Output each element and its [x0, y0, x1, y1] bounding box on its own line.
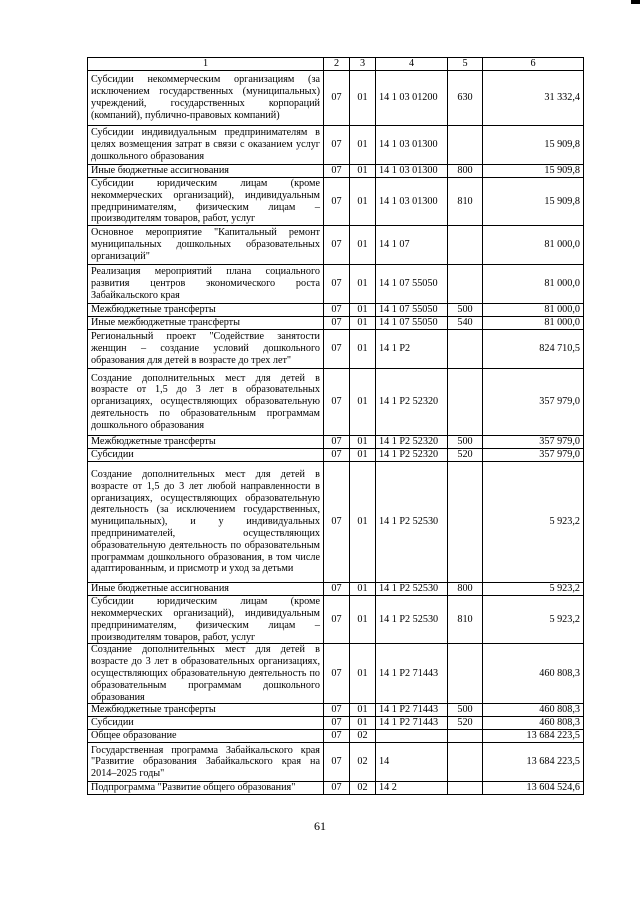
row-target-code: 14 2: [376, 782, 448, 795]
row-expense-type: 800: [448, 583, 483, 596]
row-amount: 15 909,8: [483, 126, 584, 165]
row-section: 07: [324, 304, 350, 317]
row-expense-type: [448, 743, 483, 782]
col-header-amount: 6: [483, 58, 584, 71]
table-row: [88, 644, 584, 704]
row-name: Межбюджетные трансферты: [88, 304, 324, 317]
row-expense-type: [448, 126, 483, 165]
row-amount: 357 979,0: [483, 369, 584, 436]
row-section: 07: [324, 178, 350, 226]
row-name: Создание дополнительных мест для детей в возрасте от 1,5 до 3 лет любой направленности в организациях, осуществляющих образовательную деятельность (за исключением государственных, муниципальных), и у индивидуальных предпринимателей, осуществляющих образовательную деятельность по образовательным программам дошкольного образования, в том числе адаптированным, и присмотр и уход за детьми: [88, 462, 324, 583]
row-name: Межбюджетные трансферты: [88, 704, 324, 717]
table-row: [88, 449, 584, 462]
row-name: Иные межбюджетные трансферты: [88, 317, 324, 330]
row-subsection: 02: [350, 782, 376, 795]
col-header-expense-type: 5: [448, 58, 483, 71]
row-amount: 357 979,0: [483, 449, 584, 462]
row-amount: 13 604 524,6: [483, 782, 584, 795]
row-amount: 31 332,4: [483, 71, 584, 126]
row-subsection: 01: [350, 644, 376, 704]
row-section: 07: [324, 436, 350, 449]
row-expense-type: [448, 265, 483, 304]
table-row: [88, 71, 584, 126]
col-header-target-code: 4: [376, 58, 448, 71]
row-target-code: 14 1 03 01300: [376, 178, 448, 226]
row-target-code: 14 1 P2 52530: [376, 583, 448, 596]
row-subsection: 01: [350, 596, 376, 644]
row-subsection: 01: [350, 330, 376, 369]
row-section: 07: [324, 717, 350, 730]
row-section: 07: [324, 644, 350, 704]
row-amount: 81 000,0: [483, 226, 584, 265]
row-amount: 81 000,0: [483, 265, 584, 304]
row-section: 07: [324, 226, 350, 265]
row-target-code: 14 1 07 55050: [376, 304, 448, 317]
row-target-code: 14 1 03 01300: [376, 126, 448, 165]
row-target-code: 14 1 03 01200: [376, 71, 448, 126]
row-amount: 5 923,2: [483, 462, 584, 583]
row-amount: 81 000,0: [483, 304, 584, 317]
row-target-code: 14 1 07 55050: [376, 265, 448, 304]
table-body: [88, 71, 584, 795]
row-subsection: 01: [350, 317, 376, 330]
row-expense-type: 500: [448, 436, 483, 449]
table-row: [88, 782, 584, 795]
row-section: 07: [324, 782, 350, 795]
row-target-code: 14: [376, 743, 448, 782]
row-expense-type: 800: [448, 165, 483, 178]
row-expense-type: [448, 462, 483, 583]
row-amount: 13 684 223,5: [483, 730, 584, 743]
row-amount: 81 000,0: [483, 317, 584, 330]
table-row: [88, 583, 584, 596]
row-name: Подпрограмма "Развитие общего образования": [88, 782, 324, 795]
row-expense-type: 520: [448, 449, 483, 462]
row-name: Субсидии юридическим лицам (кроме некоммерческих организаций), индивидуальным предпринимателям, физическим лицам – производителям товаров, работ, услуг: [88, 596, 324, 644]
row-target-code: 14 1 P2 71443: [376, 644, 448, 704]
row-subsection: 01: [350, 436, 376, 449]
row-subsection: 01: [350, 462, 376, 583]
row-amount: 460 808,3: [483, 644, 584, 704]
row-expense-type: [448, 730, 483, 743]
row-expense-type: 630: [448, 71, 483, 126]
table-row: [88, 304, 584, 317]
row-target-code: 14 1 P2 52320: [376, 449, 448, 462]
row-subsection: 01: [350, 304, 376, 317]
row-name: Межбюджетные трансферты: [88, 436, 324, 449]
row-section: 07: [324, 265, 350, 304]
row-amount: 5 923,2: [483, 583, 584, 596]
table-row: [88, 704, 584, 717]
row-name: Создание дополнительных мест для детей в возрасте до 3 лет в образовательных организациях, осуществляющих образовательную деятельность по образовательным программам дошкольного образования: [88, 644, 324, 704]
col-header-name: 1: [88, 58, 324, 71]
row-section: 07: [324, 730, 350, 743]
scan-corner-mark: [631, 0, 640, 4]
row-target-code: 14 1 03 01300: [376, 165, 448, 178]
row-target-code: [376, 730, 448, 743]
row-name: Субсидии: [88, 449, 324, 462]
row-target-code: 14 1 P2 71443: [376, 717, 448, 730]
table-row: [88, 265, 584, 304]
row-subsection: 01: [350, 583, 376, 596]
row-subsection: 01: [350, 369, 376, 436]
row-target-code: 14 1 P2 52530: [376, 596, 448, 644]
row-name: Государственная программа Забайкальского края "Развитие образования Забайкальского края на 2014–2025 годы": [88, 743, 324, 782]
row-expense-type: [448, 330, 483, 369]
row-expense-type: 500: [448, 704, 483, 717]
row-section: 07: [324, 583, 350, 596]
row-expense-type: 520: [448, 717, 483, 730]
table-row: [88, 730, 584, 743]
row-subsection: 02: [350, 730, 376, 743]
row-subsection: 01: [350, 449, 376, 462]
page-number: 61: [314, 819, 326, 833]
row-expense-type: [448, 226, 483, 265]
budget-table: [87, 57, 584, 795]
row-target-code: 14 1 07: [376, 226, 448, 265]
table-row: [88, 330, 584, 369]
table-row: [88, 436, 584, 449]
row-name: Общее образование: [88, 730, 324, 743]
row-subsection: 01: [350, 717, 376, 730]
row-amount: 824 710,5: [483, 330, 584, 369]
row-section: 07: [324, 165, 350, 178]
row-section: 07: [324, 596, 350, 644]
table-row: [88, 226, 584, 265]
row-subsection: 01: [350, 704, 376, 717]
row-target-code: 14 1 P2: [376, 330, 448, 369]
row-section: 07: [324, 462, 350, 583]
row-subsection: 01: [350, 226, 376, 265]
table-row: [88, 596, 584, 644]
row-target-code: 14 1 P2 71443: [376, 704, 448, 717]
table-row: [88, 178, 584, 226]
table-row: [88, 717, 584, 730]
row-section: 07: [324, 71, 350, 126]
row-name: Субсидии некоммерческим организациям (за исключением государственных (муниципальных) учреждений, государственных корпораций (компаний), публично-правовых компаний): [88, 71, 324, 126]
row-section: 07: [324, 449, 350, 462]
row-expense-type: [448, 644, 483, 704]
row-subsection: 01: [350, 165, 376, 178]
row-name: Субсидии: [88, 717, 324, 730]
row-subsection: 01: [350, 178, 376, 226]
row-expense-type: 810: [448, 178, 483, 226]
row-subsection: 01: [350, 71, 376, 126]
row-name: Региональный проект "Содействие занятости женщин – создание условий дошкольного образования для детей в возрасте до трех лет": [88, 330, 324, 369]
row-name: Субсидии индивидуальным предпринимателям в целях возмещения затрат в связи с оказанием услуг дошкольного образования: [88, 126, 324, 165]
row-name: Основное мероприятие "Капитальный ремонт муниципальных дошкольных образовательных организаций": [88, 226, 324, 265]
row-expense-type: 810: [448, 596, 483, 644]
row-expense-type: [448, 369, 483, 436]
row-target-code: 14 1 P2 52320: [376, 369, 448, 436]
table-row: [88, 165, 584, 178]
row-subsection: 02: [350, 743, 376, 782]
table-row: [88, 462, 584, 583]
row-section: 07: [324, 369, 350, 436]
row-expense-type: 540: [448, 317, 483, 330]
row-section: 07: [324, 743, 350, 782]
row-name: Реализация мероприятий плана социального развития центров экономического роста Забайкальского края: [88, 265, 324, 304]
row-amount: 15 909,8: [483, 165, 584, 178]
row-subsection: 01: [350, 265, 376, 304]
row-section: 07: [324, 126, 350, 165]
table-row: [88, 743, 584, 782]
row-target-code: 14 1 07 55050: [376, 317, 448, 330]
row-expense-type: [448, 782, 483, 795]
row-section: 07: [324, 330, 350, 369]
row-name: Иные бюджетные ассигнования: [88, 165, 324, 178]
table-header-row: [88, 58, 584, 71]
row-expense-type: 500: [448, 304, 483, 317]
row-name: Создание дополнительных мест для детей в возрасте от 1,5 до 3 лет в образовательных организациях, осуществляющих образовательную деятельность по образовательным программам дошкольного образования: [88, 369, 324, 436]
row-amount: 357 979,0: [483, 436, 584, 449]
row-subsection: 01: [350, 126, 376, 165]
row-section: 07: [324, 317, 350, 330]
row-target-code: 14 1 P2 52320: [376, 436, 448, 449]
table-row: [88, 126, 584, 165]
col-header-subsection: 3: [350, 58, 376, 71]
row-amount: 5 923,2: [483, 596, 584, 644]
col-header-section: 2: [324, 58, 350, 71]
row-section: 07: [324, 704, 350, 717]
row-amount: 460 808,3: [483, 704, 584, 717]
table-row: [88, 317, 584, 330]
table-row: [88, 369, 584, 436]
row-amount: 15 909,8: [483, 178, 584, 226]
row-amount: 13 684 223,5: [483, 743, 584, 782]
row-amount: 460 808,3: [483, 717, 584, 730]
row-target-code: 14 1 P2 52530: [376, 462, 448, 583]
row-name: Субсидии юридическим лицам (кроме некоммерческих организаций), индивидуальным предпринимателям, физическим лицам – производителям товаров, работ, услуг: [88, 178, 324, 226]
row-name: Иные бюджетные ассигнования: [88, 583, 324, 596]
